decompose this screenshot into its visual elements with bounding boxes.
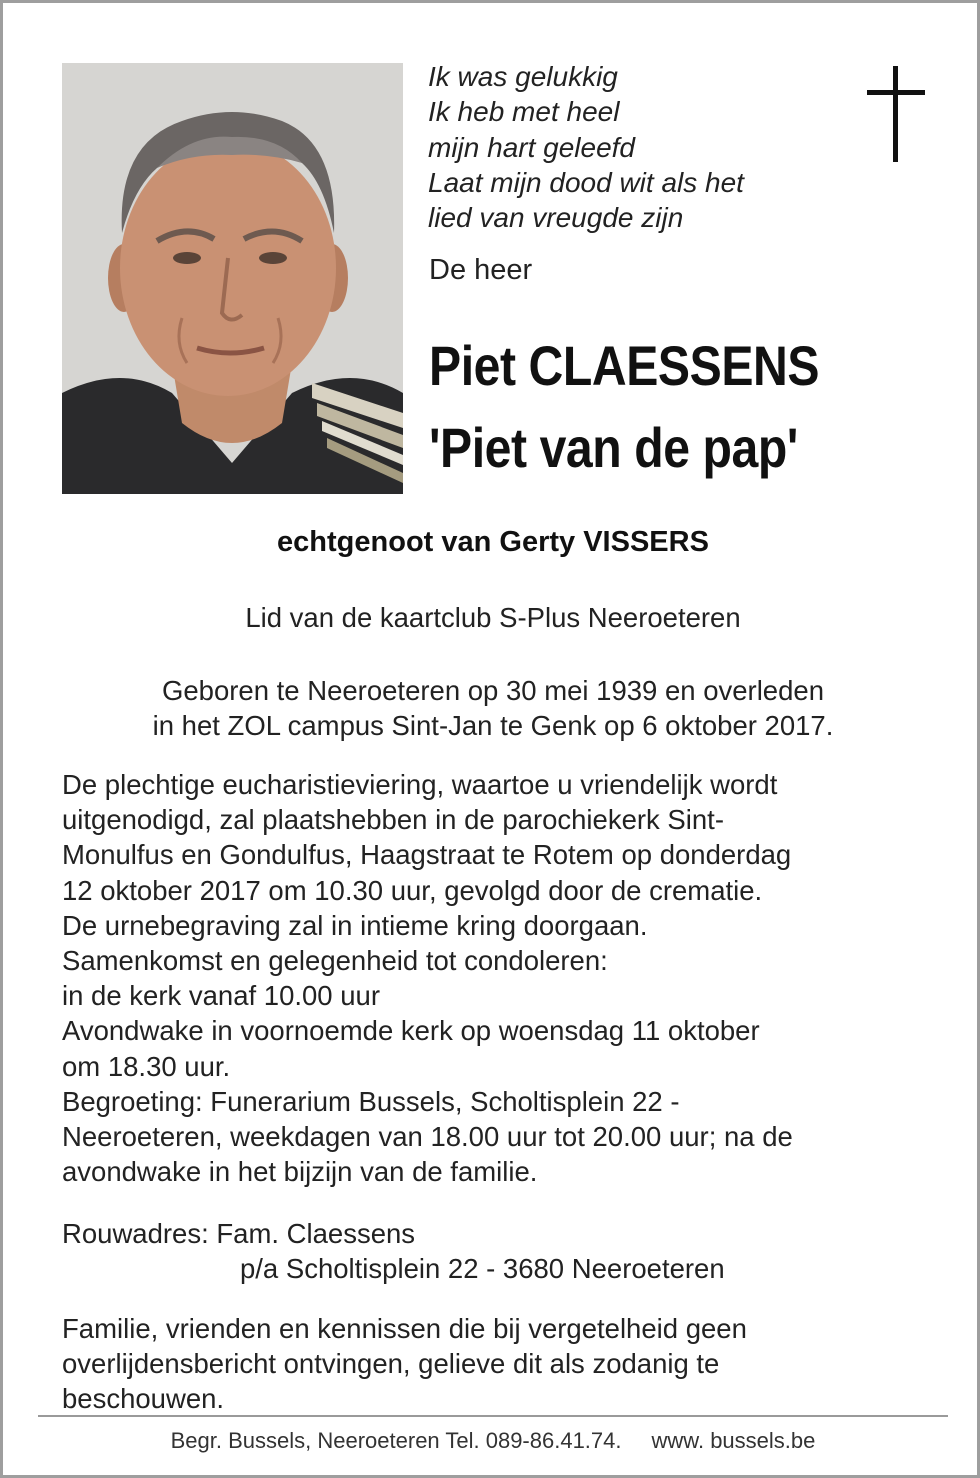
ceremony-line: om 18.30 uur. bbox=[62, 1050, 231, 1082]
ceremony-line: uitgenodigd, zal plaatshebben in de parochiekerk Sint- bbox=[62, 804, 724, 836]
footer-divider bbox=[38, 1415, 948, 1417]
poem-line: Laat mijn dood wit als het bbox=[428, 166, 744, 198]
family-note-line: beschouwen. bbox=[62, 1383, 225, 1415]
address-line: p/a Scholtisplein 22 - 3680 Neeroeteren bbox=[240, 1253, 725, 1285]
family-note bbox=[62, 1311, 942, 1417]
family-note-line: Familie, vrienden en kennissen die bij vergetelheid geen bbox=[62, 1313, 747, 1344]
address-line: Rouwadres: Fam. Claessens bbox=[62, 1218, 416, 1249]
ceremony-line: Samenkomst en gelegenheid tot condoleren: bbox=[62, 945, 608, 977]
salutation: De heer bbox=[429, 254, 533, 286]
cross-vertical-bar bbox=[893, 66, 898, 162]
ceremony-line: Monulfus en Gondulfus, Haagstraat te Rotem op donderdag bbox=[62, 839, 792, 871]
funeral-home-website[interactable]: www. bussels.be bbox=[651, 1428, 816, 1453]
footer bbox=[3, 1428, 980, 1454]
portrait-illustration bbox=[62, 63, 403, 494]
portrait-photo bbox=[62, 63, 403, 494]
ceremony-line: Avondwake in voornoemde kerk op woensdag 11 oktober bbox=[62, 1015, 760, 1047]
death-line: in het ZOL campus Sint-Jan te Genk op 6 oktober 2017. bbox=[152, 710, 834, 741]
ceremony-line: 12 oktober 2017 om 10.30 uur, gevolgd door de crematie. bbox=[62, 874, 763, 906]
mourning-address bbox=[62, 1216, 942, 1286]
ceremony-details bbox=[62, 767, 942, 1189]
ceremony-line: avondwake in het bijzijn van de familie. bbox=[62, 1156, 538, 1188]
deceased-name: Piet CLAESSENS bbox=[429, 334, 820, 397]
ceremony-line: Begroeting: Funerarium Bussels, Scholtisplein 22 - bbox=[62, 1085, 680, 1117]
poem-line: mijn hart geleefd bbox=[428, 131, 636, 163]
poem-line: Ik was gelukkig bbox=[428, 61, 618, 92]
deceased-nickname: 'Piet van de pap' bbox=[429, 416, 798, 479]
poem bbox=[428, 59, 848, 235]
birth-death-info bbox=[3, 673, 980, 743]
ceremony-line: De plechtige eucharistieviering, waartoe u vriendelijk wordt bbox=[62, 769, 778, 800]
latin-cross-icon bbox=[867, 66, 925, 162]
spouse-line: echtgenoot van Gerty VISSERS bbox=[277, 526, 709, 558]
poem-line: Ik heb met heel bbox=[428, 96, 620, 128]
ceremony-line: Neeroeteren, weekdagen van 18.00 uur tot 20.00 uur; na de bbox=[62, 1121, 793, 1153]
ceremony-line: in de kerk vanaf 10.00 uur bbox=[62, 980, 380, 1012]
club-membership: Lid van de kaartclub S-Plus Neeroeteren bbox=[245, 602, 741, 633]
poem-line: lied van vreugde zijn bbox=[428, 202, 684, 234]
cross-horizontal-bar bbox=[867, 90, 925, 95]
birth-line: Geboren te Neeroeteren op 30 mei 1939 en overleden bbox=[162, 675, 824, 706]
funeral-home-contact: Begr. Bussels, Neeroeteren Tel. 089-86.41.74. bbox=[170, 1428, 622, 1453]
ceremony-line: De urnebegraving zal in intieme kring doorgaan. bbox=[62, 909, 648, 941]
family-note-line: overlijdensbericht ontvingen, gelieve dit als zodanig te bbox=[62, 1348, 720, 1380]
